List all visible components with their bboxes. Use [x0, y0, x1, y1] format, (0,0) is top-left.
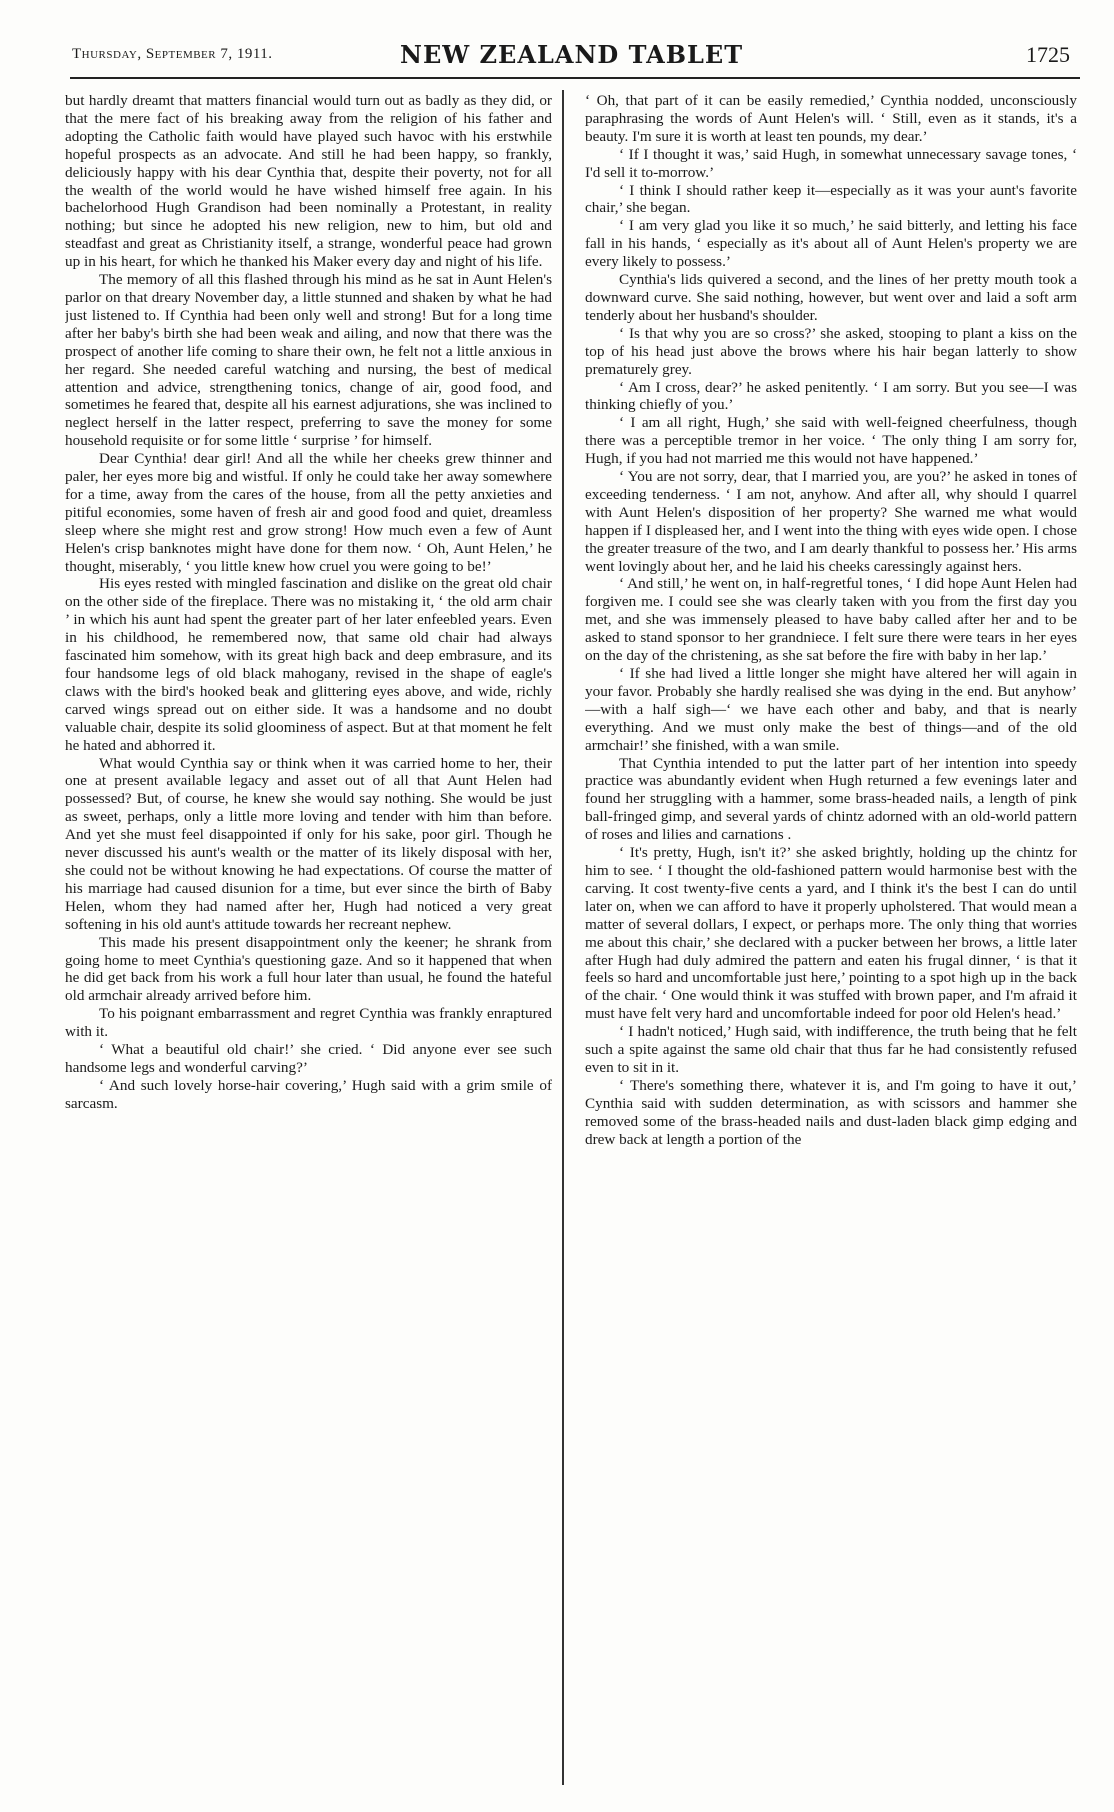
- masthead-title: NEW ZEALAND TABLET: [400, 40, 744, 69]
- paragraph: ‘ I am very glad you like it so much,’ he said bitterly, and letting his face fall in his hands, ‘ especially as it's about all of Aunt Helen's property we are every likely to possess.’: [585, 217, 1077, 271]
- issue-date: Thursday, September 7, 1911.: [72, 46, 273, 62]
- paragraph: ‘ I am all right, Hugh,’ she said with well-feigned cheerfulness, though there was a perceptible tremor in her voice. ‘ The only thing I am sorry for, Hugh, if you had not married me this would not have happened.’: [585, 414, 1077, 468]
- paragraph: Dear Cynthia! dear girl! And all the while her cheeks grew thinner and paler, her eyes more big and wistful. If only he could take her away somewhere for a time, away from the cares of the house, from all the petty anxieties and pitiful economies, some haven of fresh air and good food and quiet, dreamless sleep where she might rest and grow strong! How much even a few of Aunt Helen's crisp banknotes might have done for them now. ‘ Oh, Aunt Helen,’ he thought, miserably, ‘ you little knew how cruel you were going to be!’: [65, 450, 552, 575]
- paragraph: That Cynthia intended to put the latter part of her intention into speedy practice was abundantly evident when Hugh returned a few evenings later and found her struggling with a hammer, some brass-headed nails, a length of pink ball-fringed gimp, and several yards of chintz adorned with an old-world pattern of roses and lilies and carnations .: [585, 754, 1077, 844]
- paragraph: ‘ Is that why you are so cross?’ she asked, stooping to plant a kiss on the top of his head just above the brows where his hair began latterly to show prematurely grey.: [585, 324, 1077, 378]
- paragraph: His eyes rested with mingled fascination and dislike on the great old chair on the other side of the fireplace. There was no mistaking it, ‘ the old arm chair ’ in which his aunt had spent the greater part of her later enfeebled years. Even in his childhood, he remembered now, that same old chair had always fascinated him somehow, with its great high back and deep embrasure, and its four handsome legs of old black mahogany, revised in the shape of eagle's claws with the bird's hooked beak and glittering eyes above, and wide, richly carved wings spread out on either side. It was a handsome and no doubt valuable chair, despite its solid gloominess of aspect. But at that moment he felt he hated and abhorred it.: [65, 575, 552, 754]
- paragraph: Cynthia's lids quivered a second, and the lines of her pretty mouth took a downward curve. She said nothing, however, but went over and laid a soft arm tenderly about her husband's shoulder.: [585, 271, 1077, 324]
- paragraph: ‘ There's something there, whatever it is, and I'm going to have it out,’ Cynthia said with sudden determination, as with scissors and hammer she removed some of the brass-headed nails and dust-laden black gimp edging and drew back at length a portion of the: [585, 1076, 1077, 1148]
- paragraph: ‘ Oh, that part of it can be easily remedied,’ Cynthia nodded, unconsciously paraphrasing the words of Aunt Helen's will. ‘ Still, even as it stands, it's a beauty. I'm sure it is worth at least ten pounds, my dear.’: [585, 92, 1077, 145]
- paragraph: This made his present disappointment only the keener; he shrank from going home to meet Cynthia's questioning gaze. And so it happened that when he did get back from his work a full hour later than usual, he found the hateful old armchair already arrived before him.: [65, 933, 552, 1005]
- page-number: 1725: [1026, 42, 1070, 67]
- paragraph: To his poignant embarrassment and regret Cynthia was frankly enraptured with it.: [65, 1005, 552, 1041]
- paragraph: ‘ I hadn't noticed,’ Hugh said, with indifference, the truth being that he felt such a spite against the same old chair that thus far he had consistently refused even to sit in it.: [585, 1023, 1077, 1076]
- paragraph: ‘ If she had lived a little longer she might have altered her will again in your favor. Probably she hardly realised she was dying in the end. But anyhow’ —with a half sigh—‘ we have each other and baby, and that is nearly everything. And we must only make the best of things—and of the old armchair!’ she finished, with a wan smile.: [585, 665, 1077, 754]
- paragraph: ‘ And still,’ he went on, in half-regretful tones, ‘ I did hope Aunt Helen had forgiven me. I could see she was clearly taken with you from the first day you met, and she was immensely pleased to have baby called after her and to be asked to stand sponsor to her grandniece. I felt sure there were tears in her eyes on the day of the christening, as she sat before the fire with baby in her lap.’: [585, 575, 1077, 665]
- header-rule: [70, 77, 1080, 79]
- paragraph: ‘ It's pretty, Hugh, isn't it?’ she asked brightly, holding up the chintz for him to see. ‘ I thought the old-fashioned pattern would harmonise best with the carving. It cost twenty-five cents a yard, and I think it's the best I can do until later on, when we can afford to have it properly upholstered. That would mean a matter of several dollars, I expect, or perhaps more. The only thing that worries me about this chair,’ she declared with a pucker between her brows, a little later after Hugh had duly admired the pattern and eaten his frugal dinner, ‘ is that it feels so hard and uncomfortable just here,’ pointing to a spot high up in the back of the chair. ‘ One would think it was stuffed with brown paper, and I'm afraid it must have felt very hard and uncomfortable indeed for poor old Helen's head.’: [585, 844, 1077, 1023]
- paragraph: What would Cynthia say or think when it was carried home to her, their one at present available legacy and asset out of all that Aunt Helen had possessed? But, of course, he knew she would say nothing. She would be just as sweet, perhaps, only a little more loving and tender with him than before. And yet she must feel disappointed if only for his sake, poor girl. Though he never discussed his aunt's wealth or the matter of its likely disposal with her, she could not be without knowing he had expectations. Of course the matter of his marriage had caused disunion for a time, but ever since the birth of Baby Helen, whom they had named after her, Hugh had noticed a very great softening in his old aunt's attitude towards her recreant nephew.: [65, 754, 552, 933]
- paragraph: ‘ If I thought it was,’ said Hugh, in somewhat unnecessary savage tones, ‘ I'd sell it to-morrow.’: [585, 145, 1077, 181]
- page-header: [60, 40, 1090, 76]
- column-divider: [562, 90, 564, 1785]
- right-column: [585, 92, 1077, 1792]
- paragraph: ‘ And such lovely horse-hair covering,’ Hugh said with a grim smile of sarcasm.: [65, 1076, 552, 1112]
- left-column: [65, 92, 552, 1792]
- paragraph: The memory of all this flashed through his mind as he sat in Aunt Helen's parlor on that dreary November day, a little stunned and shaken by what he had just listened to. If Cynthia had been only well and strong! But for a long time after her baby's birth she had been weak and ailing, and now that there was the prospect of another life coming to share their own, he felt not a little anxious in her regard. She needed careful watching and nursing, the best of medical attention and advice, strengthening tonics, change of air, good food, and sometimes he feared that, despite all his earnest adjurations, she was inclined to neglect herself in the latter respect, preferring to save the money for some household requisite or for some little ‘ surprise ’ for himself.: [65, 271, 552, 450]
- paragraph: ‘ What a beautiful old chair!’ she cried. ‘ Did anyone ever see such handsome legs and wonderful carving?’: [65, 1041, 552, 1076]
- paragraph: ‘ I think I should rather keep it—especially as it was your aunt's favorite chair,’ she began.: [585, 181, 1077, 217]
- paragraph: ‘ You are not sorry, dear, that I married you, are you?’ he asked in tones of exceeding tenderness. ‘ I am not, anyhow. And after all, why should I quarrel with Aunt Helen's disposition of her property? She warned me what would happen if I displeased her, and I went into the thing with eyes wide open. I chose the greater treasure of the two, and I am dearly thankful to possess her.’ His arms went lovingly about her, and he laid his cheeks caressingly against hers.: [585, 468, 1077, 575]
- paragraph: but hardly dreamt that matters financial would turn out as badly as they did, or that the mere fact of his breaking away from the religion of his father and adopting the Catholic faith would have played such havoc with his erstwhile hopeful prospects as an advocate. And still he had been happy, so frankly, deliciously happy with his dear Cynthia that, despite their poverty, not for all the wealth of the world would he have wished himself free again. In his bachelorhood Hugh Grandison had been nominally a Protestant, in reality nothing; but since he adopted his new religion, new to him, but old and steadfast and great as Christianity itself, a strange, wonderful peace had grown up in his heart, for which he thanked his Maker every day and night of his life.: [65, 92, 552, 271]
- paragraph: ‘ Am I cross, dear?’ he asked penitently. ‘ I am sorry. But you see—I was thinking chiefly of you.’: [585, 378, 1077, 414]
